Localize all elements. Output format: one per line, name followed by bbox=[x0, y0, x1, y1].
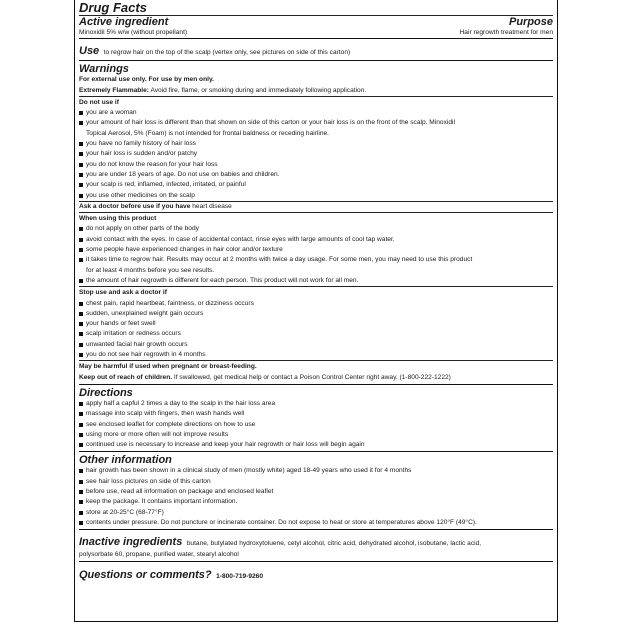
list-item: you are under 18 years of age. Do not use on babies and children. bbox=[79, 170, 553, 180]
external-use-text: For external use only. For use by men only. bbox=[79, 76, 214, 84]
list-item: avoid contact with the eyes. In case of accidental contact, rinse eyes with large amounts of cool tap water. bbox=[79, 235, 553, 245]
list-item: you are a woman bbox=[79, 108, 553, 118]
inactive-ingredients-line1: butane, butylated hydroxytoluene, cetyl alcohol, citric acid, dehydrated alcohol, isobutane, lactic acid, bbox=[186, 540, 482, 548]
use-heading: Use bbox=[79, 45, 100, 58]
list-item: you do not see hair regrowth in 4 months bbox=[79, 350, 553, 360]
inactive-ingredients-heading: Inactive ingredients bbox=[79, 536, 183, 549]
pregnancy-text: May be harmful if used when pregnant or breast-feeding. bbox=[79, 363, 257, 371]
list-item-continuation: for at least 4 months before you see results. bbox=[86, 266, 215, 274]
list-item: sudden, unexplained weight gain occurs bbox=[79, 309, 553, 319]
list-item: you do not know the reason for your hair loss bbox=[79, 160, 553, 170]
list-item: continued use is necessary to increase and keep your hair regrowth or hair loss will begin again bbox=[79, 440, 553, 450]
list-item: your scalp is red, inflamed, infected, irritated, or painful bbox=[79, 180, 553, 190]
list-item: hair growth has been shown in a clinical study of men (mostly white) aged 18-49 years who used it for 4 months bbox=[79, 466, 553, 476]
drug-facts-panel bbox=[74, 0, 558, 622]
warnings-intro bbox=[79, 61, 553, 97]
pregnancy-section bbox=[79, 361, 553, 385]
flammable-label: Extremely Flammable: bbox=[79, 86, 149, 94]
title-section bbox=[79, 0, 553, 16]
list-item: you have no family history of hair loss bbox=[79, 139, 553, 149]
list-item: you use other medicines on the scalp bbox=[79, 191, 553, 201]
ask-doctor-section bbox=[79, 202, 553, 213]
active-ingredient-text: Minoxidil 5% w/w (without propellant) bbox=[79, 29, 188, 36]
use-section bbox=[79, 39, 553, 61]
list-item: keep the package. It contains important information. bbox=[79, 497, 553, 507]
stop-use-heading: Stop use and ask a doctor if bbox=[79, 289, 167, 297]
list-item: store at 20-25°C (68-77°F) bbox=[79, 508, 553, 518]
list-item: see enclosed leaflet for complete directions on how to use bbox=[79, 420, 553, 430]
list-item: your hands or feet swell bbox=[79, 319, 553, 329]
list-item: the amount of hair regrowth is different for each person. This product will not work for all men. bbox=[79, 276, 553, 286]
ask-doctor-label: Ask a doctor before use if you have bbox=[79, 202, 191, 210]
questions-section bbox=[79, 562, 553, 585]
list-item: chest pain, rapid heartbeat, faintness, or dizziness occurs bbox=[79, 299, 553, 309]
use-text: to regrow hair on the top of the scalp (vertex only, see pictures on side of this carton) bbox=[103, 49, 351, 57]
active-ingredient-section bbox=[79, 16, 553, 39]
when-using-section bbox=[79, 213, 553, 287]
inactive-ingredients-line2: polysorbate 60, propane, purified water, stearyl alcohol bbox=[79, 551, 239, 559]
other-information-heading: Other information bbox=[79, 454, 172, 467]
stop-use-section bbox=[79, 287, 553, 361]
list-item: some people have experienced changes in hair color and/or texture bbox=[79, 245, 553, 255]
list-item: scalp irritation or redness occurs bbox=[79, 329, 553, 339]
list-item: before use, read all information on package and enclosed leaflet bbox=[79, 487, 553, 497]
questions-phone: 1-800-719-9260 bbox=[216, 573, 264, 581]
list-item: massage into scalp with fingers, then wash hands well bbox=[79, 409, 553, 419]
ask-doctor-text: heart disease bbox=[192, 202, 232, 210]
directions-heading: Directions bbox=[79, 386, 133, 399]
active-ingredient-heading: Active ingredient bbox=[79, 16, 169, 28]
reach-label: Keep out of reach of children. bbox=[79, 373, 173, 381]
do-not-use-heading: Do not use if bbox=[79, 98, 119, 106]
do-not-use-section bbox=[79, 97, 553, 202]
purpose-text: Hair regrowth treatment for men bbox=[459, 29, 553, 36]
reach-text: If swallowed, get medical help or contact a Poison Control Center right away. (1-800-222-1222) bbox=[173, 373, 451, 381]
list-item-continuation: Topical Aerosol, 5% (Foam) is not intended for frontal baldness or receding hairline. bbox=[86, 129, 329, 137]
questions-heading: Questions or comments? bbox=[79, 569, 212, 582]
other-information-section bbox=[79, 452, 553, 530]
inactive-ingredients-section bbox=[79, 530, 553, 562]
list-item: it takes time to regrow hair. Results may occur at 2 months with twice a day usage. For some men, you may need to use this product bbox=[79, 255, 553, 265]
list-item: your hair loss is sudden and/or patchy bbox=[79, 149, 553, 159]
list-item: contents under pressure. Do not puncture or incinerate container. Do not expose to heat or store at temperatures above 120°F (49°C). bbox=[79, 518, 553, 528]
warnings-heading: Warnings bbox=[79, 63, 129, 76]
list-item: see hair loss pictures on side of this carton bbox=[79, 477, 553, 487]
drug-facts-title: Drug Facts bbox=[79, 0, 147, 15]
list-item: do not apply on other parts of the body bbox=[79, 224, 553, 234]
list-item: apply half a capful 2 times a day to the scalp in the hair loss area bbox=[79, 399, 553, 409]
list-item: unwanted facial hair growth occurs bbox=[79, 340, 553, 350]
when-using-heading: When using this product bbox=[79, 215, 157, 223]
list-item: using more or more often will not improve results bbox=[79, 430, 553, 440]
flammable-text: Avoid fire, flame, or smoking during and immediately following application. bbox=[150, 86, 367, 94]
purpose-heading: Purpose bbox=[508, 16, 553, 28]
directions-section bbox=[79, 385, 553, 452]
list-item: your amount of hair loss is different than that shown on side of this carton or your hair loss is on the front of the scalp. Minoxidil bbox=[79, 118, 553, 128]
